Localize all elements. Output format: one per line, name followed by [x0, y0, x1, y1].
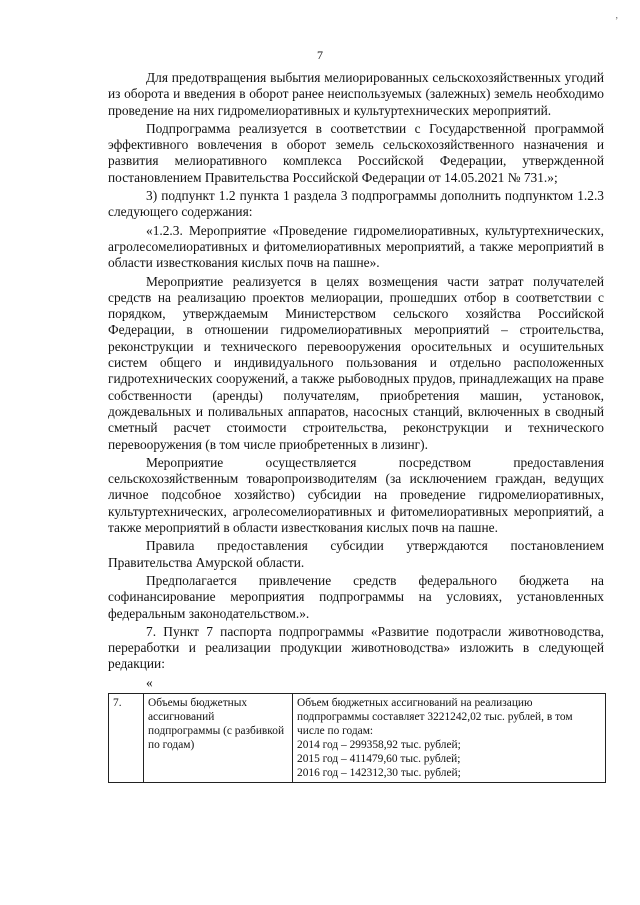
value-line: Объем бюджетных ассигнований на реализацию подпрограммы составляет 3221242,02 тыс. рублей, в том числе по годам: [297, 696, 573, 737]
paragraph: 3) подпункт 1.2 пункта 1 раздела 3 подпрограммы дополнить подпунктом 1.2.3 следующего содержания: [108, 188, 604, 220]
paragraph: Предполагается привлечение средств федерального бюджета на софинансирование мероприятия подпрограммы на условиях, установленных федеральным законодательством.». [108, 572, 604, 621]
paragraph: Правила предоставления субсидии утверждаются постановлением Правительства Амурской области. [108, 538, 604, 570]
row-name-cell: Объемы бюджетных ассигнований подпрограммы (с разбивкой по годам) [144, 693, 293, 782]
value-line: 2014 год – 299358,92 тыс. рублей; [297, 738, 461, 751]
opening-quote: « [146, 674, 153, 690]
value-line: 2015 год – 411479,60 тыс. рублей; [297, 752, 461, 765]
table-row [109, 693, 606, 782]
paragraph: «1.2.3. Мероприятие «Проведение гидромелиоративных, культуртехнических, агролесомелиоративных и фитомелиоративных мероприятий, а также мероприятий в области известкования кислых почв на пашне». [108, 222, 604, 271]
paragraph: Подпрограмма реализуется в соответствии с Государственной программой эффективного вовлечения в оборот земель сельскохозяйственного назначения и развития мелиоративного комплекса Российской Федерации, утвержденной постановлением Правительства Российской Федерации от 14.05.2021 № 731.»; [108, 120, 604, 185]
document-body [108, 70, 604, 783]
paragraph: Мероприятие реализуется в целях возмещения части затрат получателей средств на реализацию проектов мелиорации, прошедших отбор в соответствии с порядком, утверждаемым Министерством сельского хозяйства Российской Федерации, в отношении гидромелиоративных мероприятий – строительства, реконструкции и технического перевооружения оросительных и осушительных систем общего и индивидуального пользования и отдельно расположенных гидротехнических сооружений, а также рыбоводных прудов, принадлежащих на праве собственности (аренды) получателям, приобретения машин, установок, дождевальных и поливальных аппаратов, насосных станций, включенных в сводный сметный расчет стоимости строительства, реконструкции и технического перевооружения (в том числе приобретенных в лизинг). [108, 273, 604, 452]
row-number-cell: 7. [109, 693, 144, 782]
corner-mark: , [615, 10, 618, 21]
paragraph: Мероприятие осуществляется посредством предоставления сельскохозяйственным товаропроизводителям (за исключением граждан, ведущих личное подсобное хозяйство) субсидии на проведение гидромелиоративных, культуртехнических, агролесомелиоративных и фитомелиоративных мероприятий, а также мероприятий в области известкования кислых почв на пашне. [108, 454, 604, 536]
paragraph: 7. Пункт 7 паспорта подпрограммы «Развитие подотрасли животноводства, переработки и реализации продукции животноводства» изложить в следующей редакции: [108, 623, 604, 672]
page-number: 7 [317, 48, 323, 62]
row-value-cell [293, 693, 606, 782]
paragraph: Для предотвращения выбытия мелиорированных сельскохозяйственных угодий из оборота и введения в оборот ранее неиспользуемых (залежных) земель необходимо проведение на них гидромелиоративных и культуртехнических мероприятий. [108, 70, 604, 118]
passport-table [108, 693, 606, 783]
value-line: 2016 год – 142312,30 тыс. рублей; [297, 766, 461, 779]
